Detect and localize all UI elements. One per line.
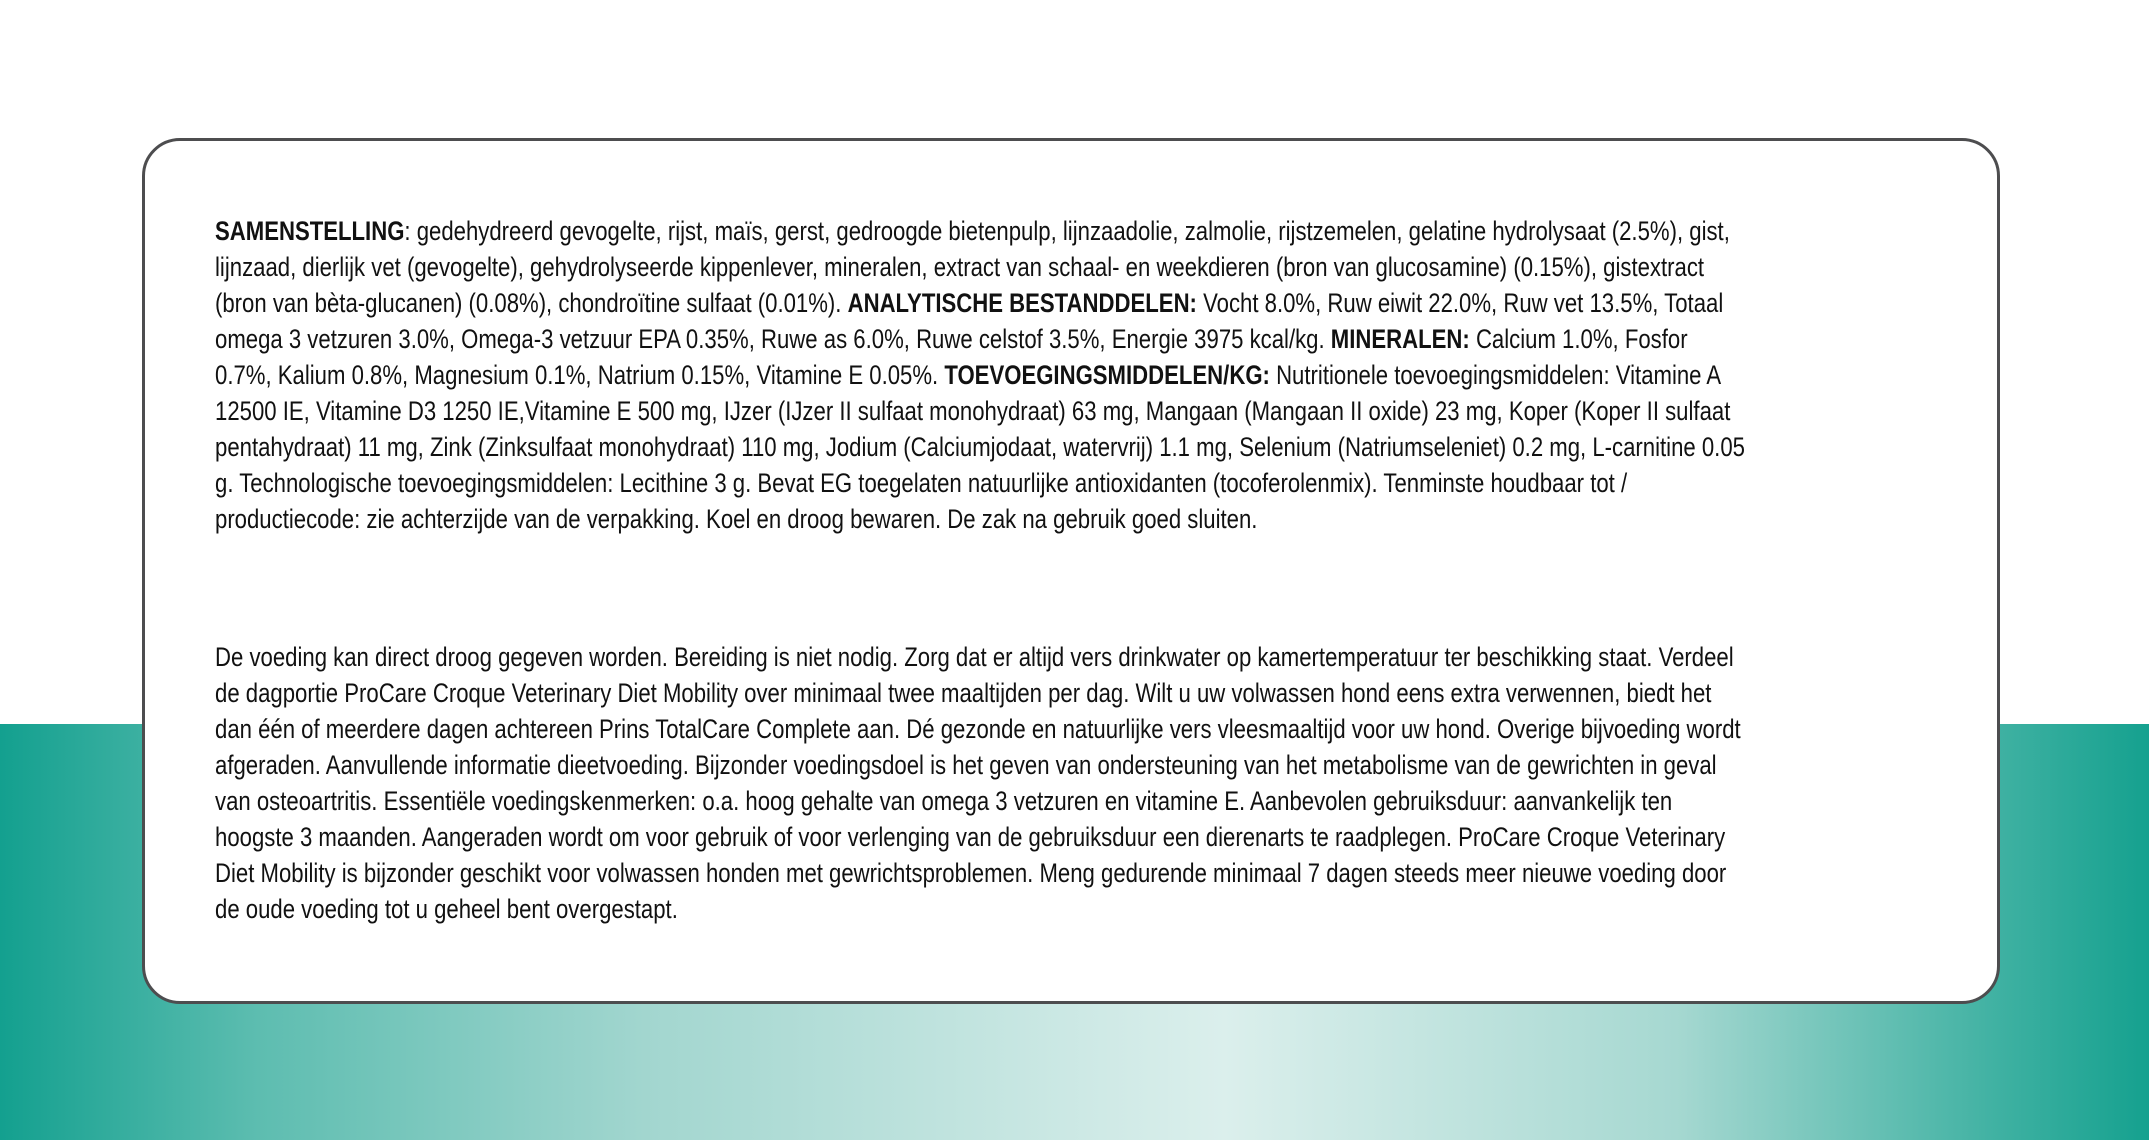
additives-heading: TOEVOEGINGSMIDDELEN/KG: bbox=[944, 360, 1270, 390]
composition-heading: SAMENSTELLING bbox=[215, 216, 405, 246]
analytical-text: Vocht 8.0%, Ruw eiwit 22.0%, Ruw vet 13.5%, Totaal omega 3 vetzuren 3.0%, Omega-3 vetzuur EPA 0.35%, Ruwe as 6.0%, Ruwe celstof 3.5%, Energie 3975 kcal/kg. bbox=[215, 288, 1724, 354]
minerals-heading: MINERALEN: bbox=[1330, 324, 1470, 354]
analytical-heading: ANALYTISCHE BESTANDDELEN: bbox=[847, 288, 1197, 318]
additives-text: Nutritionele toevoegingsmiddelen: Vitamine A 12500 IE, Vitamine D3 1250 IE,Vitamine E 500 mg, IJzer (IJzer II sulfaat monohydraat) 63 mg, Mangaan (Mangaan II oxide) 23 mg, Koper (Koper II sulfaat pentahydraat) 11 mg, Zink (Zinksulfaat monohydraat) 110 mg, Jodium (Calciumjodaat, watervrij) 1.1 mg, Selenium (Natriumseleniet) 0.2 mg, L-carnitine 0.05 g. Technologische toevoegingsmiddelen: Lecithine 3 g. Bevat EG toegelaten natuurlijke antioxidanten (tocoferolenmix). Tenminste houdbaar tot / productiecode: zie achterzijde van de verpakking. Koel en droog bewaren. De zak na gebruik goed sluiten. bbox=[215, 360, 1745, 534]
composition-text: : gedehydreerd gevogelte, rijst, maïs, gerst, gedroogde bietenpulp, lijnzaadolie, zalmolie, rijstzemelen, gelatine hydrolysaat (2.5%), gist, lijnzaad, dierlijk vet (gevogelte), gehydrolyseerde kippenlever, mineralen, extract van schaal- en weekdieren (bron van glucosamine) (0.15%), gistextract (bron van bèta-glucanen) (0.08%), chondroïtine sulfaat (0.01%). bbox=[215, 216, 1730, 318]
composition-paragraph bbox=[215, 213, 1748, 537]
label-card bbox=[142, 138, 2000, 1004]
minerals-text: Calcium 1.0%, Fosfor 0.7%, Kalium 0.8%, Magnesium 0.1%, Natrium 0.15%, Vitamine E 0.05%. bbox=[215, 324, 1688, 390]
instructions-paragraph: De voeding kan direct droog gegeven worden. Bereiding is niet nodig. Zorg dat er altijd vers drinkwater op kamertemperatuur ter beschikking staat. Verdeel de dagportie ProCare Croque Veterinary Diet Mobility over minimaal twee maaltijden per dag. Wilt u uw volwassen hond eens extra verwennen, biedt het dan één of meerdere dagen achtereen Prins TotalCare Complete aan. Dé gezonde en natuurlijke vers vleesmaaltijd voor uw hond. Overige bijvoeding wordt afgeraden. Aanvullende informatie dieetvoeding. Bijzonder voedingsdoel is het geven van ondersteuning van het metabolisme van de gewrichten in geval van osteoartritis. Essentiële voedingskenmerken: o.a. hoog gehalte van omega 3 vetzuren en vitamine E. Aanbevolen gebruiksduur: aanvankelijk ten hoogste 3 maanden. Aangeraden wordt om voor gebruik of voor verlenging van de gebruiksduur een dierenarts te raadplegen. ProCare Croque Veterinary Diet Mobility is bijzonder geschikt voor volwassen honden met gewrichtsproblemen. Meng gedurende minimaal 7 dagen steeds meer nieuwe voeding door de oude voeding tot u geheel bent overgestapt. bbox=[215, 642, 1741, 924]
